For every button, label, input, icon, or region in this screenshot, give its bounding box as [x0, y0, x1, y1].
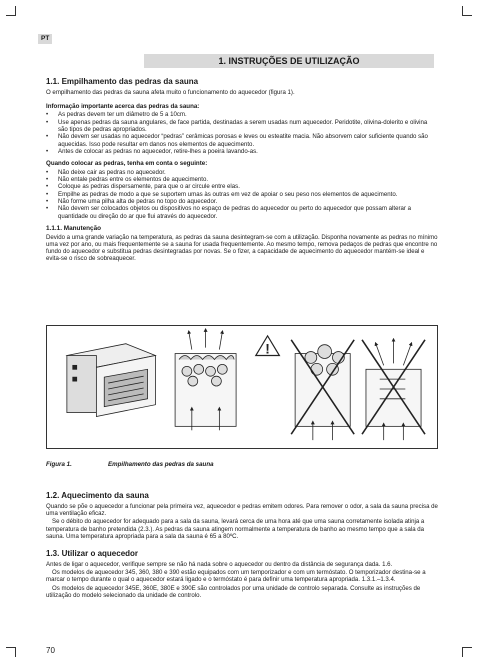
paragraph: Antes de ligar o aquecedor, verifique sempre se não há nada sobre o aquecedor ou dentro da distância de segurança dada. 1.6. — [46, 560, 393, 568]
section-title: 1.2. Aquecimento da sauna — [46, 491, 149, 500]
list-item: • Empilhe as pedras de modo a que se suportem umas às outras em vez de apoiar o seu peso nos elementos de aquecimento. — [46, 191, 438, 198]
section-intro: O empilhamento das pedras da sauna afeta muito o funcionamento do aquecedor (figura 1). — [46, 88, 295, 96]
language-badge: PT — [38, 34, 52, 44]
list-item: • Não devem ser usadas no aquecedor “pedras” cerâmicas porosas e leves ou esteatite macia. Não absorvem calor suficiente quando são aquecidas. Isso pode resultar em danos nos elementos de aquecimento. — [46, 133, 438, 148]
subsection-title: 1.1.1. Manutenção — [46, 224, 102, 232]
correct-stacking-icon — [175, 330, 236, 430]
heater-drawing-icon — [67, 344, 156, 417]
list-item: • As pedras devem ter um diâmetro de 5 a 10cm. — [46, 111, 438, 118]
section-using-heater — [46, 549, 438, 600]
crop-mark-top-left — [6, 6, 16, 16]
paragraph: Quando se põe o aquecedor a funcionar pela primeira vez, aquecedor e pedras emitem odores. Para remover o odor, a sala da sauna precisa de uma ventilação eficaz. — [46, 502, 438, 517]
list-item: • Não devem ser colocados objetos ou dispositivos no espaço de pedras do aquecedor ou perto do aquecedor que possam alterar a quantidade ou direção do ar que flui através do aquecedor. — [46, 205, 438, 220]
wrong-stacking-crossed-icon — [291, 340, 354, 440]
paragraph: Os modelos de aquecedor 345, 360, 380 e 390 estão equipados com um temporizador e com um termóstato. O temporizador destina-se a marcar o tempo durante o qual o aquecedor estará ligado e o termóstato é para definir uma temperatura apropriada. 1.3.1.–1.3.4. — [46, 568, 426, 584]
list-item: • Coloque as pedras dispersamente, para que o ar circule entre elas. — [46, 183, 438, 190]
figure-illustration — [47, 326, 437, 448]
crop-mark-top-right — [462, 6, 472, 16]
list-item: • Use apenas pedras da sauna angulares, de face partida, destinadas a serem usadas num aquecedor. Peridotite, olivina-dolerito e olivina são tipos de pedras apropriados. — [46, 119, 438, 134]
page-number: 70 — [46, 646, 55, 655]
section-stone-stacking — [46, 77, 438, 264]
list-item: • Antes de colocar as pedras no aquecedor, retire-lhes a poeira lavando-as. — [46, 148, 438, 155]
note-list — [46, 169, 438, 220]
list-item: • Não deixe cair as pedras no aquecedor. — [46, 169, 438, 176]
section-heating — [46, 491, 438, 541]
figure-caption-text: Empilhamento das pedras da sauna — [108, 461, 214, 468]
wrong-tall-pile-crossed-icon — [362, 340, 425, 440]
figure-caption — [46, 461, 214, 468]
section-title: 1.1. Empilhamento das pedras da sauna — [46, 77, 199, 86]
info-list — [46, 111, 438, 155]
crop-mark-bottom-right — [462, 647, 472, 657]
warning-symbol: ! — [265, 341, 270, 357]
list-item: • Não entale pedras entre os elementos de aquecimento. — [46, 176, 438, 183]
crop-mark-bottom-left — [6, 647, 16, 657]
paragraph: Se o débito do aquecedor for adequado para a sala da sauna, levará cerca de uma hora até que uma sauna corretamente isolada atinja a temperatura de banho pretendida (2.3.). As pedras da sauna atingem normalmente a temperatura de banho ao mesmo tempo que a sala da sauna. Uma temperatura apropriada para a sala da sauna é 65 a 80ºC. — [46, 518, 425, 540]
info-title: Informação importante acerca das pedras da sauna: — [46, 102, 200, 110]
warning-triangle-icon — [256, 336, 280, 357]
chapter-title: 1. INSTRUÇÕES DE UTILIZAÇÃO — [144, 54, 434, 68]
section-title: 1.3. Utilizar o aquecedor — [46, 549, 139, 558]
maintenance-text: Devido a uma grande variação na temperatura, as pedras da sauna desintegram-se com a utilização. Disponha novamente as pedras no mínimo uma vez por ano, ou mais frequentemente se a sauna for usada frequentemente. Ao mesmo tempo, remova pedaços de pedras que encontre no fundo do aquecedor e substitua pedras desintegradas por novas. Se o fizer, a capacidade de aquecimento do aquecedor mantém-se ideal e evita-se o risco de sobreaquecer. — [46, 233, 438, 263]
paragraph: Os modelos de aquecedor 345E, 360E, 380E e 390E são controlados por uma unidade de controlo separada. Consulte as instruções de utilização do modelo selecionado da unidade de controlo. — [46, 584, 421, 599]
note-title: Quando colocar as pedras, tenha em conta o seguinte: — [46, 160, 208, 168]
stone-stacking-figure — [46, 325, 438, 449]
figure-label: Figura 1. — [46, 461, 72, 468]
list-item: • Não forme uma pilha alta de pedras no topo do aquecedor. — [46, 198, 438, 205]
